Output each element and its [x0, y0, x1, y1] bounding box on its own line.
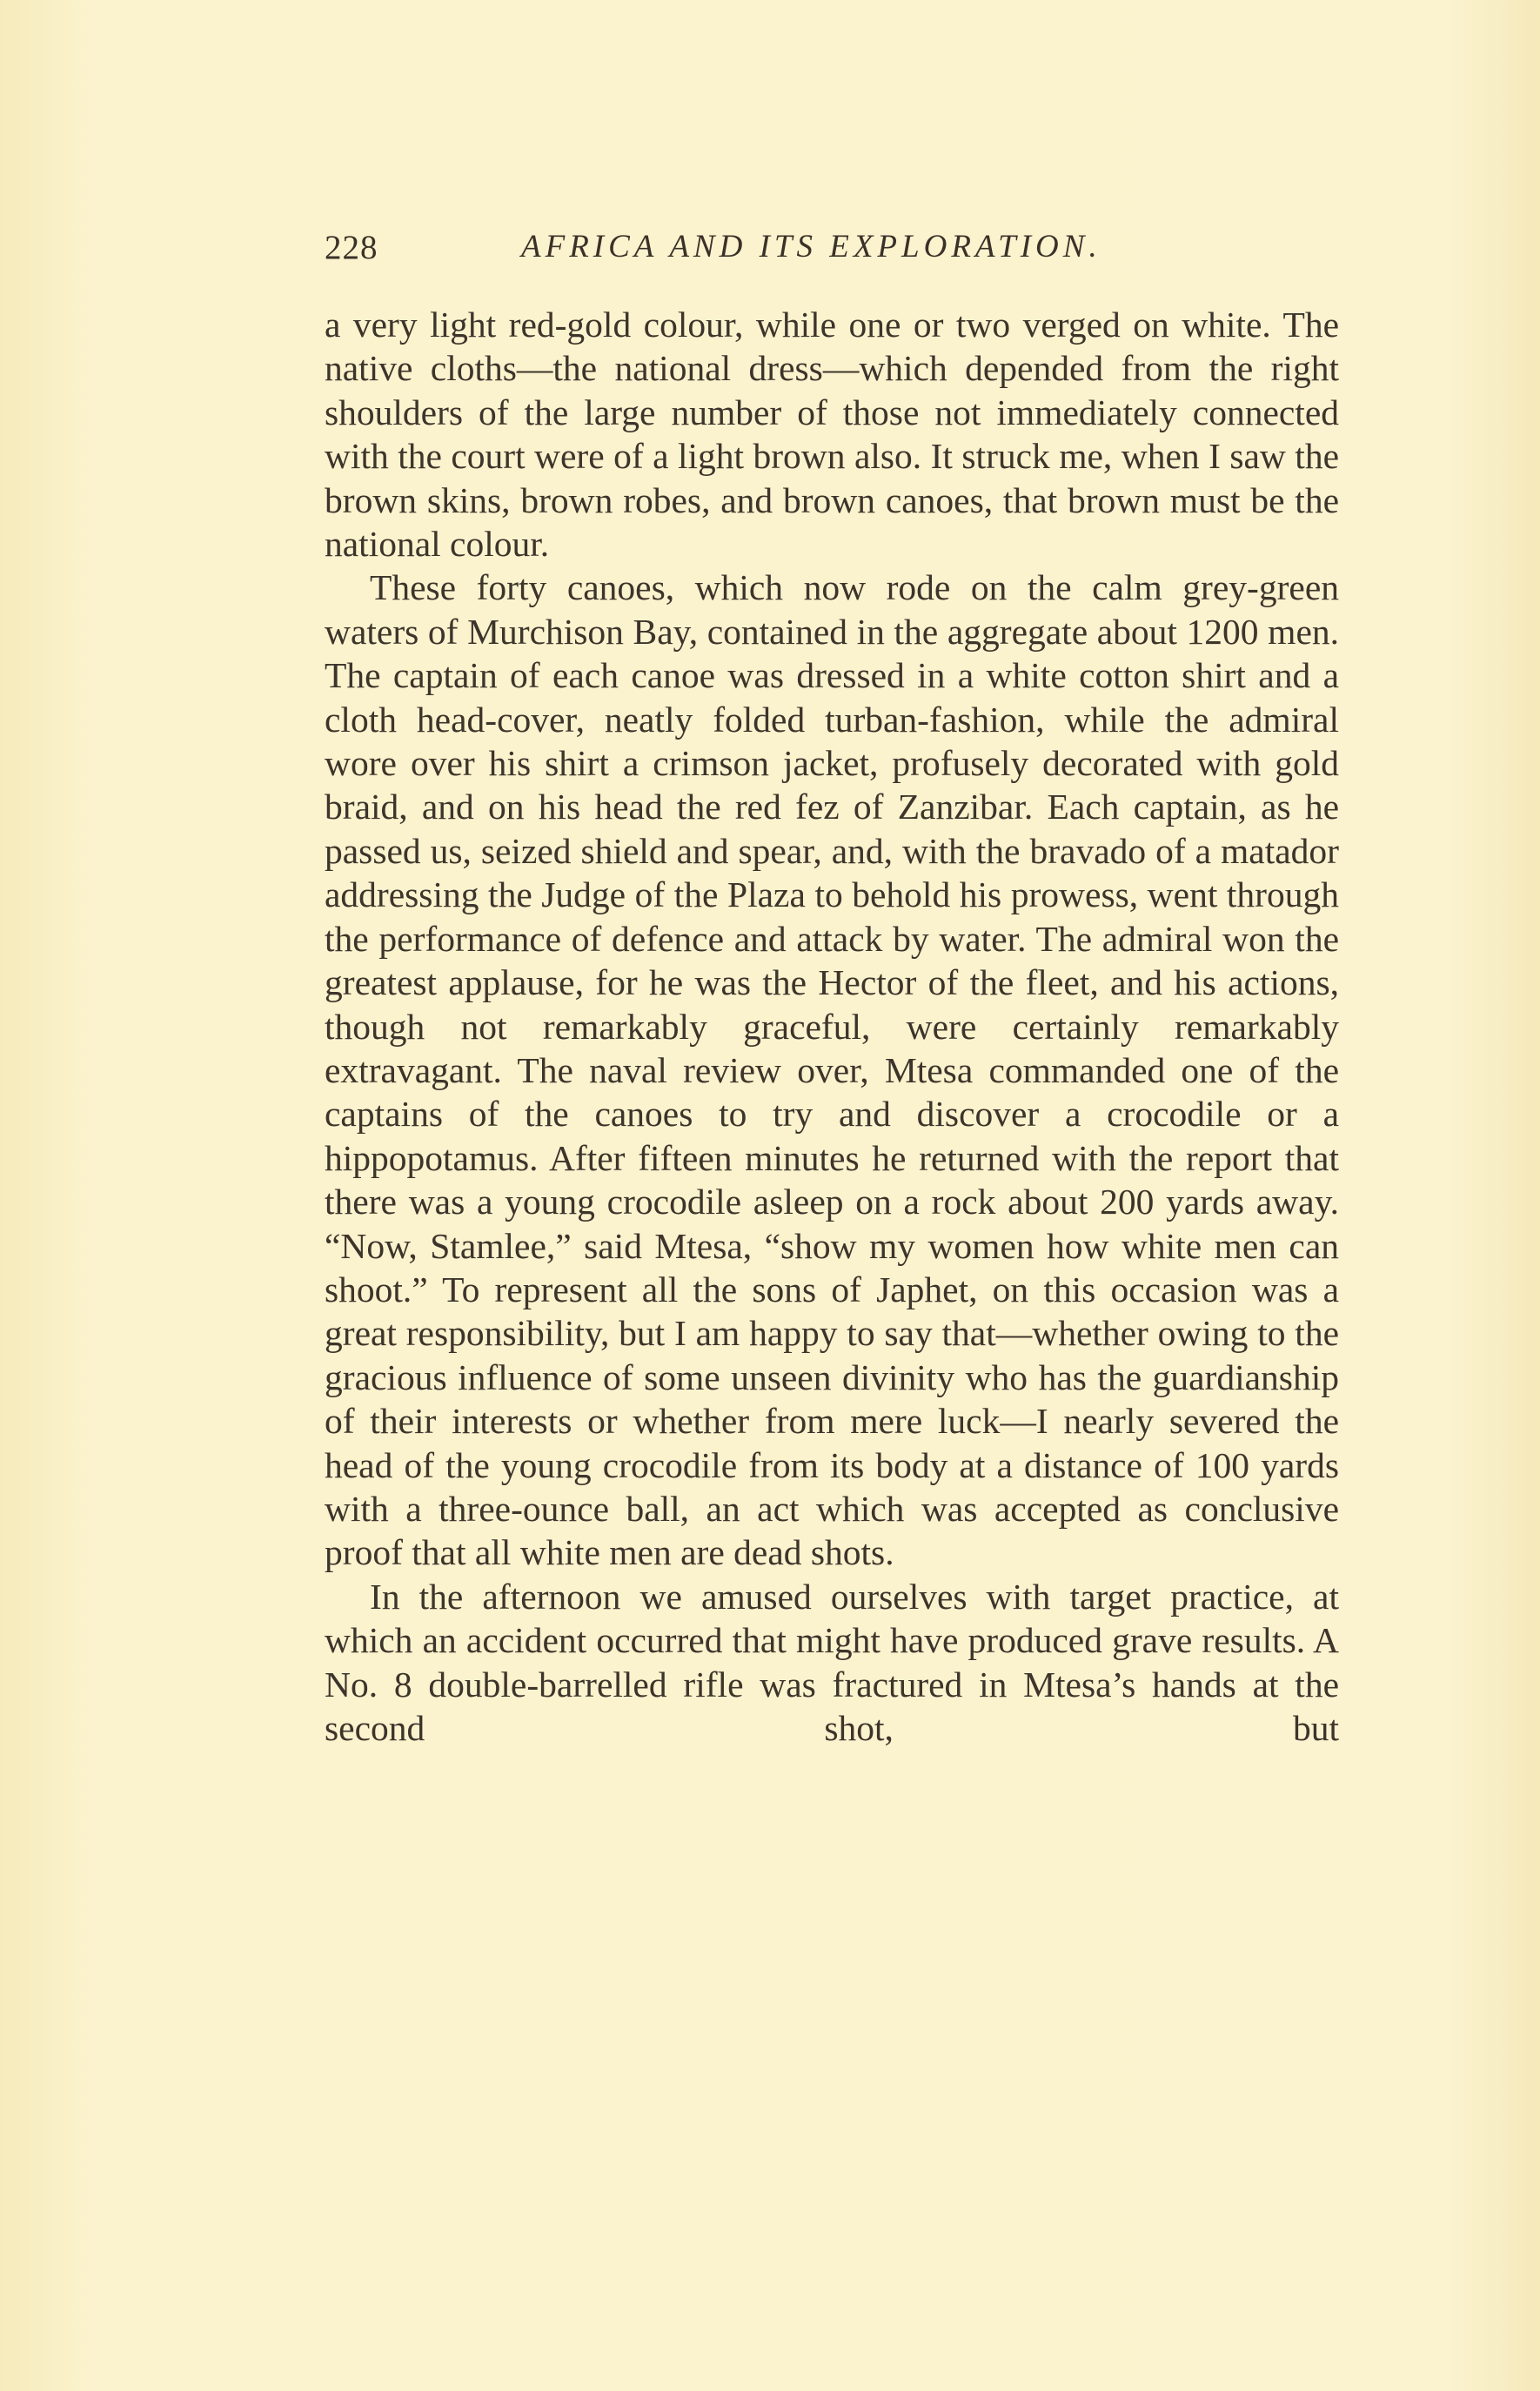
paragraph-target-practice: In the afternoon we amused ourselves with target practice, at which an accident occurred that might have produced grave results. A No. 8 double-barrelled rifle was fractured in Mtesa’s hands at the second shot, but — [325, 1576, 1339, 1748]
paragraph-canoes-review: These forty canoes, which now rode on the calm grey-green waters of Murchison Bay, contained in the aggregate about 1200 men. The captain of each canoe was dressed in a white cotton shirt and a cloth head-cover, neatly folded turban-fashion, while the admiral wore over his shirt a crimson jacket, profusely decorated with gold braid, and on his head the red fez of Zanzibar. Each captain, as he passed us, seized shield and spear, and, with the bravado of a matador addressing the Judge of the Plaza to behold his prowess, went through the performance of defence and attack by water. The admiral won the greatest applause, for he was the Hector of the fleet, and his actions, though not remarkably graceful, were certainly remarkably extravagant. The naval review over, Mtesa commanded one of the captains of the canoes to try and discover a crocodile or a hippopotamus. After fifteen minutes he returned with the report that there was a young crocodile asleep on a rock about 200 yards away. “Now, Stamlee,” said Mtesa, “show my women how white men can shoot.” To represent all the sons of Japhet, on this occasion was a great responsibility, but I am happy to say that—whether owing to the gracious influence of some unseen divinity who has the guardianship of their interests or whether from mere luck—I nearly severed the head of the young crocodile from its body at a distance of 100 yards with a three-ounce ball, an act which was accepted as conclusive proof that all white men are dead shots. — [325, 567, 1339, 1573]
page-number: 228 — [325, 229, 378, 266]
body-text — [325, 303, 1339, 1750]
running-header — [325, 228, 1334, 271]
running-title: AFRICA AND ITS EXPLORATION. — [521, 229, 1101, 265]
paragraph-continued: a very light red-gold colour, while one or two verged on white. The native cloths—the national dress—which depended from the right shoulders of the large number of those not immediately connected with the court were of a light brown also. It struck me, when I saw the brown skins, brown robes, and brown canoes, that brown must be the national colour. — [325, 305, 1339, 565]
